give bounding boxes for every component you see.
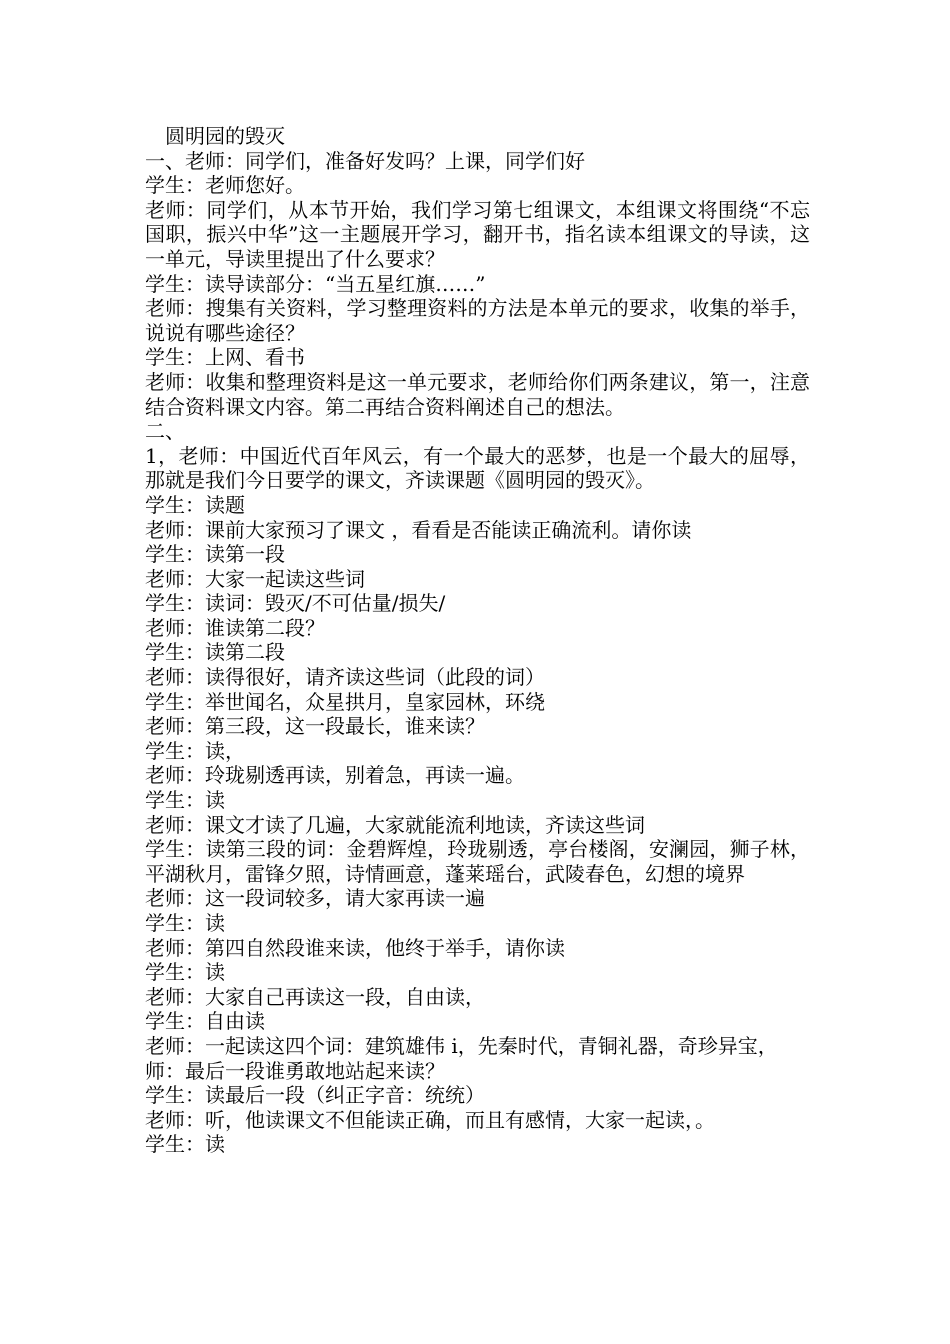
document-title: 圆明园的毁灭 <box>165 124 285 148</box>
transcript-line: 学生：读 <box>145 911 225 935</box>
transcript-line: 老师：课文才读了几遍，大家就能流利地读，齐读这些词 <box>145 812 645 837</box>
transcript-line: 老师：搜集有关资料，学习整理资料的方法是本单元的要求，收集的举手，说说有哪些途径？ <box>145 296 810 345</box>
transcript-line: 学生：读 <box>145 960 225 985</box>
transcript-line: 师：最后一段谁勇敢地站起来读？ <box>145 1058 445 1083</box>
transcript-line: 一、老师：同学们，准备好发吗？上课，同学们好 <box>145 148 585 173</box>
transcript-line: 老师：收集和整理资料是这一单元要求，老师给你们两条建议，第一，注意结合资料课文内容。第二再结合资料阐述自己的想法。 <box>145 369 810 419</box>
transcript-line: 学生：读 <box>145 788 225 813</box>
transcript-line: 学生：读题 <box>145 492 245 517</box>
transcript-line: 老师：听，他读课文不但能读正确，而且有感情，大家一起读，。 <box>145 1107 715 1132</box>
transcript-line: 学生：自由读 <box>145 1009 265 1034</box>
transcript-line: 学生：读导读部分：“当五星红旗……” <box>145 271 486 296</box>
transcript-line: 二、 <box>145 419 185 444</box>
transcript-line: 老师：大家一起读这些词 <box>145 566 365 591</box>
transcript-line: 老师：这一段词较多，请大家再读一遍 <box>145 886 485 911</box>
transcript-line: 学生：读第三段的词：金碧辉煌，玲珑剔透，亭台楼阁，安澜园，狮子林，平湖秋月，雷锋夕照，诗情画意，蓬莱瑶台，武陵春色，幻想的境界 <box>145 837 810 886</box>
transcript-line: 老师：第四自然段谁来读，他终于举手，请你读 <box>145 935 565 960</box>
transcript-line: 老师：课前大家预习了课文 ，看看是否能读正确流利。请你读 <box>145 517 692 542</box>
transcript-line: 1，老师：中国近代百年风云，有一个最大的恶梦，也是一个最大的屈辱，那就是我们今日要学的课文，齐读课题《圆明园的毁灭》。 <box>145 443 810 493</box>
transcript-line: 学生：读第二段 <box>145 640 285 665</box>
document-body <box>145 124 810 1157</box>
transcript-line: 学生：举世闻名，众星拱月，皇家园林，环绕 <box>145 689 545 714</box>
transcript-line: 学生：读第一段 <box>145 542 285 567</box>
transcript-line: 学生：读 <box>145 1132 225 1157</box>
transcript-line: 学生：读最后一段（纠正字音：统统） <box>145 1083 485 1108</box>
transcript-line: 老师：读得很好，请齐读这些词（此段的词） <box>145 665 545 690</box>
transcript-line: 老师：第三段，这一段最长，谁来读？ <box>145 714 485 739</box>
transcript-line: 老师：谁读第二段？ <box>145 615 325 640</box>
transcript-line: 学生：读词：毁灭/不可估量/损失/ <box>145 591 446 616</box>
transcript-line: 老师：同学们，从本节开始，我们学习第七组课文，本组课文将围绕“不忘国职，振兴中华”这一主题展开学习，翻开书，指名读本组课文的导读，这一单元，导读里提出了什么要求？ <box>145 197 810 271</box>
transcript-line: 学生：读， <box>145 738 245 763</box>
transcript-line: 老师：玲珑剔透再读，别着急，再读一遍。 <box>145 763 525 788</box>
transcript-line: 学生：上网、看书 <box>145 345 305 370</box>
transcript-line: 老师：大家自己再读这一段，自由读， <box>145 984 485 1009</box>
transcript <box>145 149 810 1157</box>
transcript-line: 学生：老师您好。 <box>145 173 305 198</box>
transcript-line: 老师：一起读这四个词：建筑雄伟 i，先秦时代，青铜礼器，奇珍异宝， <box>145 1033 778 1058</box>
